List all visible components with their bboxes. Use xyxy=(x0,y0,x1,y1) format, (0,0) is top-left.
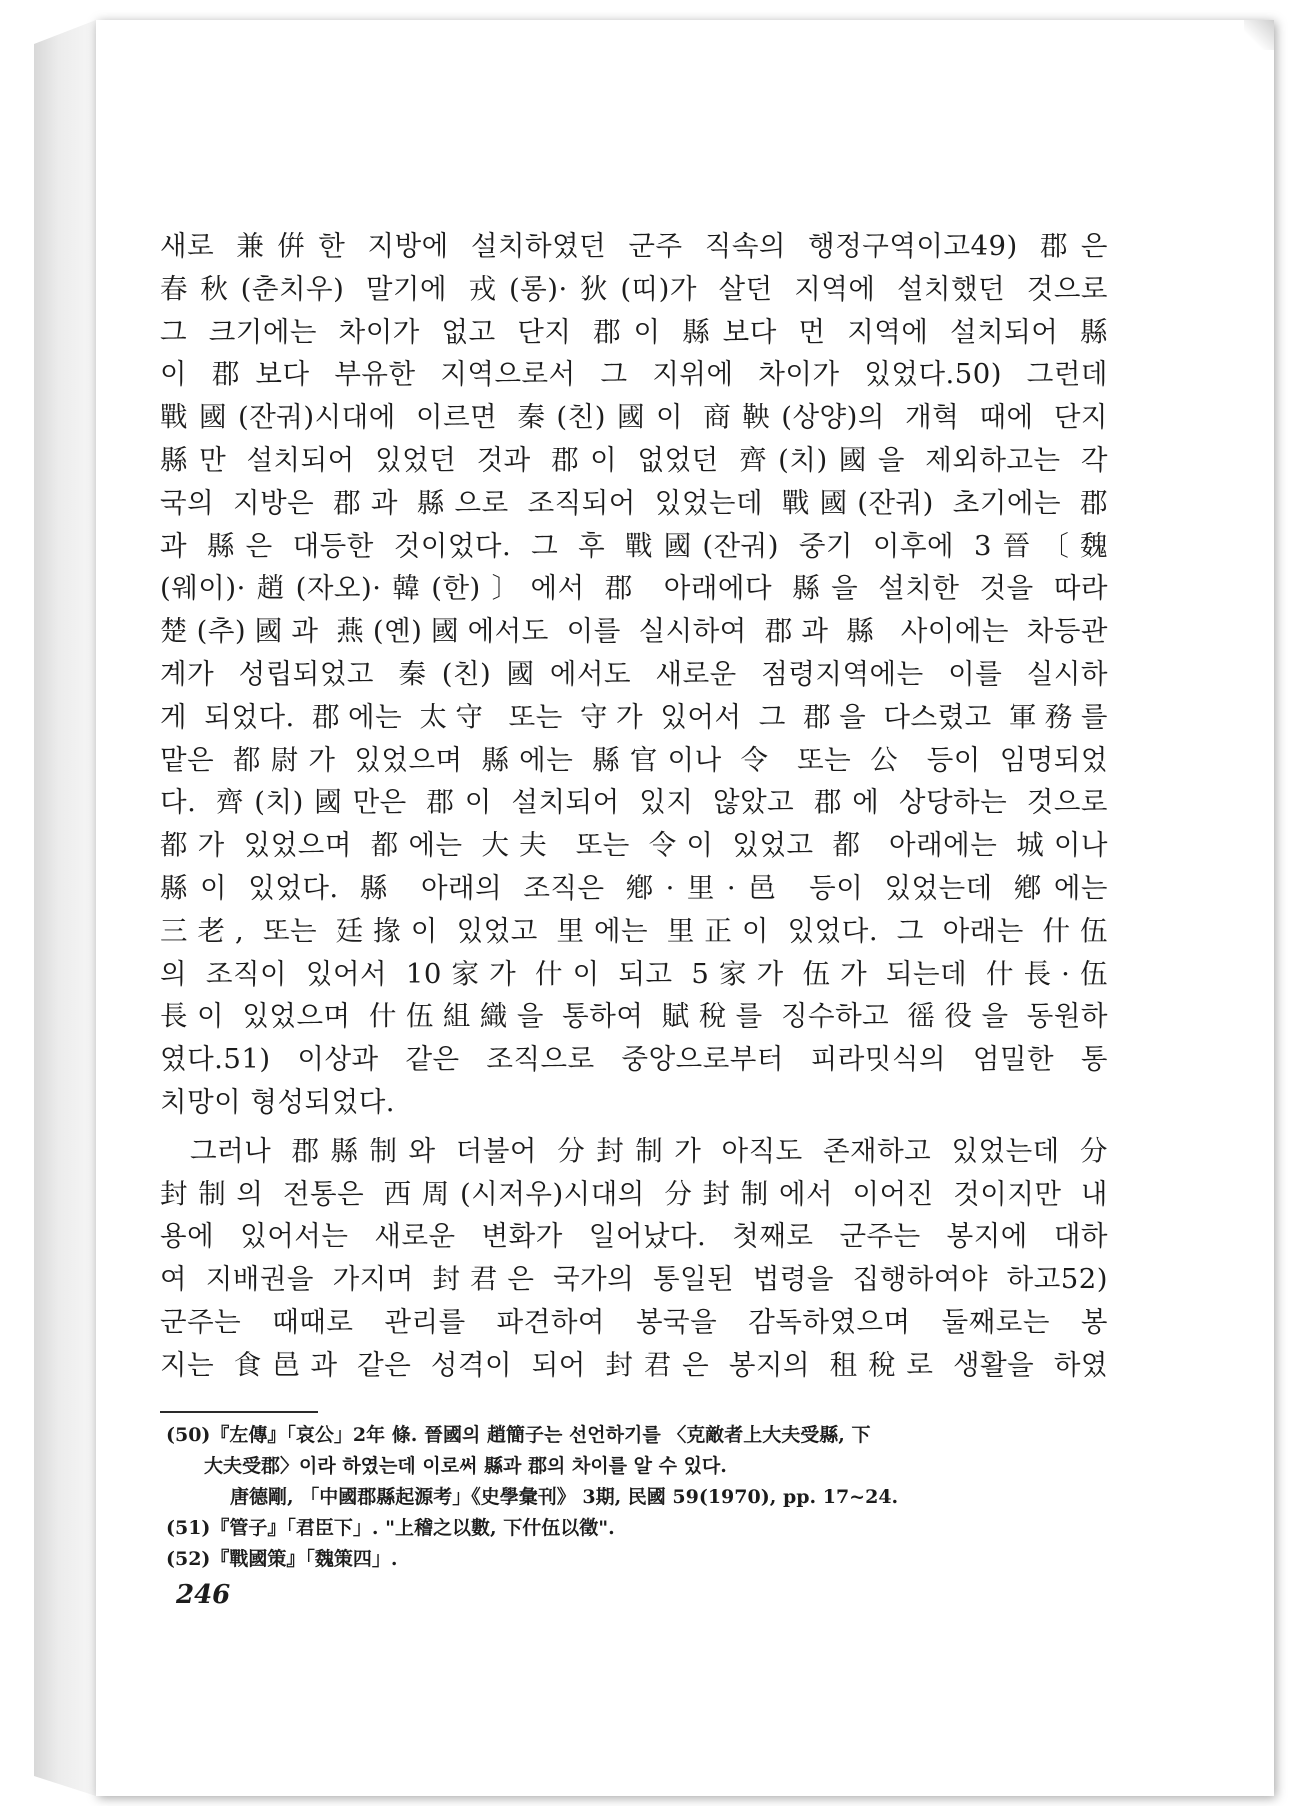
body-line: 과 縣은 대등한 것이었다. 그 후 戰國(잔궈) 중기 이후에 3晉〔魏 xyxy=(160,529,1108,562)
body-line: 春秋(춘치우) 말기에 戎(롱)·狄(띠)가 살던 지역에 설치했던 것으로 xyxy=(160,272,1108,305)
body-line: 여 지배권을 가지며 封君은 국가의 통일된 법령을 집행하여야 하고52) xyxy=(160,1263,1108,1296)
body-line: 三老, 또는 廷掾이 있었고 里에는 里正이 있었다. 그 아래는 什伍 xyxy=(160,914,1108,947)
page-number: 246 xyxy=(176,1580,231,1610)
body-line: 이 郡보다 부유한 지역으로서 그 지위에 차이가 있었다.50) 그런데 xyxy=(160,358,1108,391)
body-line: 용에 있어서는 새로운 변화가 일어났다. 첫째로 군주는 봉지에 대하 xyxy=(160,1220,1108,1253)
body-line: 의 조직이 있어서 10家가 什이 되고 5家가 伍가 되는데 什長·伍 xyxy=(160,957,1108,990)
body-line: 군주는 때때로 관리를 파견하여 봉국을 감독하였으며 둘째로는 봉 xyxy=(160,1305,1108,1338)
body-line: 封制의 전통은 西周(시저우)시대의 分封制에서 이어진 것이지만 내 xyxy=(160,1177,1108,1210)
body-line: 다. 齊(치)國만은 郡이 설치되어 있지 않았고 郡에 상당하는 것으로 xyxy=(160,786,1108,819)
body-line: 長이 있었으며 什伍組織을 통하여 賦稅를 징수하고 徭役을 동원하 xyxy=(160,1000,1108,1033)
body-line: 계가 성립되었고 秦(친)國에서도 새로운 점령지역에는 이를 실시하 xyxy=(160,657,1108,690)
body-line: 지는 食邑과 같은 성격이 되어 封君은 봉지의 租稅로 생활을 하였 xyxy=(160,1348,1108,1381)
body-line: (웨이)·趙(자오)·韓(한)〕에서 郡 아래에다 縣을 설치한 것을 따라 xyxy=(160,572,1108,605)
footnotes xyxy=(166,1420,1116,1575)
main-body-text xyxy=(160,225,1108,1387)
footnote-50: (50)『左傳』「哀公」2年 條. 晉國의 趙簡子는 선언하기를 〈克敵者上大夫受縣, 下 xyxy=(166,1424,871,1446)
footnote-50-continued: 大夫受郡〉이라 하였는데 이로써 縣과 郡의 차이를 알 수 있다. xyxy=(204,1455,727,1477)
body-line: 그러나 郡縣制와 더불어 分封制가 아직도 존재하고 있었는데 分 xyxy=(190,1134,1108,1167)
body-line: 새로 兼倂한 지방에 설치하였던 군주 직속의 행정구역이고49) 郡은 xyxy=(160,230,1108,262)
body-line: 縣만 설치되어 있었던 것과 郡이 없었던 齊(치)國을 제외하고는 각 xyxy=(160,443,1108,476)
body-line: 맡은 都尉가 있었으며 縣에는 縣官이나 令 또는 公 등이 임명되었 xyxy=(160,743,1108,776)
body-line: 였다.51) 이상과 같은 조직으로 중앙으로부터 피라밋식의 엄밀한 통 xyxy=(160,1043,1108,1076)
page-corner-shadow xyxy=(1244,20,1274,50)
footnote-50-citation: 唐德剛, 「中國郡縣起源考」《史學彙刊》 3期, 民國 59(1970), pp. 17~24. xyxy=(230,1486,899,1508)
body-line: 치망이 형성되었다. xyxy=(160,1085,396,1118)
body-line: 戰國(잔궈)시대에 이르면 秦(친)國이 商鞅(상양)의 개혁 때에 단지 xyxy=(160,401,1108,434)
body-line: 楚(추)國과 燕(옌)國에서도 이를 실시하여 郡과 縣 사이에는 차등관 xyxy=(160,615,1108,648)
footnote-52: (52)『戰國策』「魏策四」. xyxy=(166,1548,398,1570)
body-line: 게 되었다. 郡에는 太守 또는 守가 있어서 그 郡을 다스렸고 軍務를 xyxy=(160,700,1108,733)
body-line: 都가 있었으며 都에는 大夫 또는 令이 있었고 都 아래에는 城이나 xyxy=(160,829,1108,862)
book-page-edge xyxy=(34,20,96,1796)
footnote-divider xyxy=(160,1411,318,1413)
body-line: 縣이 있었다. 縣 아래의 조직은 鄕·里·邑 등이 있었는데 鄕에는 xyxy=(160,871,1108,904)
body-line: 그 크기에는 차이가 없고 단지 郡이 縣보다 먼 지역에 설치되어 縣 xyxy=(160,315,1108,348)
footnote-51: (51)『管子』「君臣下」. "上稽之以數, 下什伍以徵". xyxy=(166,1517,615,1539)
body-line: 국의 지방은 郡과 縣으로 조직되어 있었는데 戰國(잔궈) 초기에는 郡 xyxy=(160,486,1108,519)
